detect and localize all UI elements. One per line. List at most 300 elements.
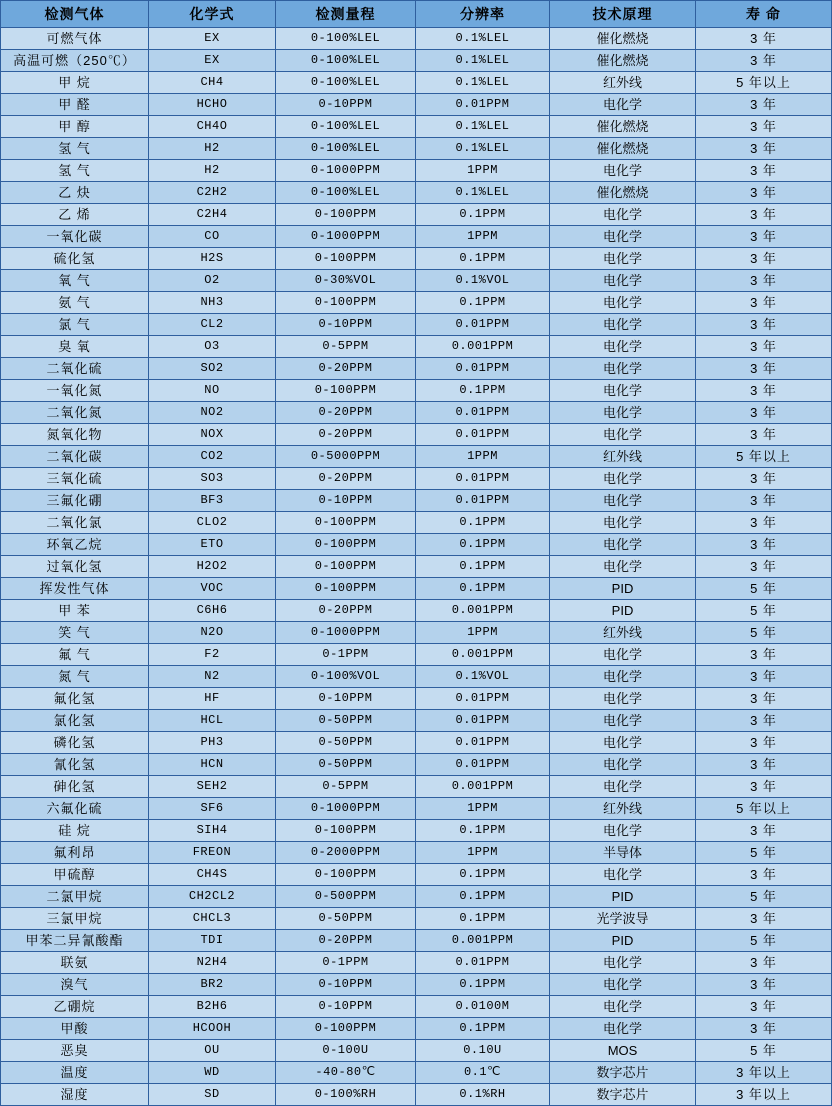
cell-gas-name: 溴气 (1, 974, 149, 996)
cell-principle: 催化燃烧 (550, 138, 696, 160)
cell-gas-name: 甲 苯 (1, 600, 149, 622)
cell-lifespan: 3 年以上 (696, 1084, 832, 1106)
cell-gas-name: 笑 气 (1, 622, 149, 644)
cell-resolution: 0.1%LEL (416, 116, 550, 138)
cell-range: 0-100%LEL (276, 116, 416, 138)
cell-gas-name: 甲 醇 (1, 116, 149, 138)
cell-lifespan: 3 年 (696, 380, 832, 402)
cell-gas-name: 氮氧化物 (1, 424, 149, 446)
header-row (1, 1, 832, 28)
cell-principle: 电化学 (550, 336, 696, 358)
cell-lifespan: 3 年 (696, 182, 832, 204)
cell-gas-name: 乙 炔 (1, 182, 149, 204)
cell-formula: PH3 (149, 732, 276, 754)
cell-range: 0-5PPM (276, 336, 416, 358)
cell-formula: NO2 (149, 402, 276, 424)
cell-principle: 电化学 (550, 820, 696, 842)
cell-resolution: 0.10U (416, 1040, 550, 1062)
cell-formula: CHCL3 (149, 908, 276, 930)
cell-resolution: 0.1℃ (416, 1062, 550, 1084)
cell-resolution: 0.1PPM (416, 380, 550, 402)
cell-range: 0-10PPM (276, 688, 416, 710)
cell-principle: 电化学 (550, 204, 696, 226)
cell-formula: EX (149, 50, 276, 72)
cell-principle: 催化燃烧 (550, 116, 696, 138)
cell-lifespan: 3 年 (696, 556, 832, 578)
cell-resolution: 0.01PPM (416, 314, 550, 336)
cell-formula: HCL (149, 710, 276, 732)
cell-lifespan: 3 年 (696, 512, 832, 534)
cell-range: 0-1PPM (276, 644, 416, 666)
cell-principle: PID (550, 886, 696, 908)
cell-formula: N2H4 (149, 952, 276, 974)
cell-formula: N2O (149, 622, 276, 644)
table-row (1, 974, 832, 996)
cell-lifespan: 3 年 (696, 358, 832, 380)
cell-range: 0-100PPM (276, 578, 416, 600)
table-row (1, 666, 832, 688)
cell-principle: 电化学 (550, 380, 696, 402)
cell-range: 0-1000PPM (276, 226, 416, 248)
cell-lifespan: 3 年 (696, 952, 832, 974)
cell-gas-name: 三氟化硼 (1, 490, 149, 512)
cell-principle: PID (550, 578, 696, 600)
cell-gas-name: 三氯甲烷 (1, 908, 149, 930)
cell-gas-name: 硫化氢 (1, 248, 149, 270)
cell-gas-name: 氰化氢 (1, 754, 149, 776)
table-row (1, 1084, 832, 1106)
cell-principle: 电化学 (550, 1018, 696, 1040)
cell-resolution: 0.01PPM (416, 94, 550, 116)
cell-lifespan: 3 年 (696, 974, 832, 996)
cell-formula: SO3 (149, 468, 276, 490)
cell-gas-name: 砷化氢 (1, 776, 149, 798)
cell-range: 0-100%LEL (276, 72, 416, 94)
cell-gas-name: 乙硼烷 (1, 996, 149, 1018)
cell-gas-name: 甲硫醇 (1, 864, 149, 886)
cell-resolution: 0.1PPM (416, 886, 550, 908)
cell-resolution: 0.1PPM (416, 974, 550, 996)
cell-formula: CLO2 (149, 512, 276, 534)
cell-lifespan: 3 年 (696, 776, 832, 798)
cell-range: 0-20PPM (276, 468, 416, 490)
cell-resolution: 0.001PPM (416, 600, 550, 622)
cell-gas-name: 二氧化氯 (1, 512, 149, 534)
cell-lifespan: 3 年 (696, 666, 832, 688)
cell-formula: C2H4 (149, 204, 276, 226)
cell-range: 0-50PPM (276, 732, 416, 754)
cell-formula: H2S (149, 248, 276, 270)
cell-range: 0-100PPM (276, 534, 416, 556)
table-body (1, 28, 832, 1106)
table-row (1, 710, 832, 732)
cell-principle: 数字芯片 (550, 1062, 696, 1084)
cell-gas-name: 挥发性气体 (1, 578, 149, 600)
cell-principle: 电化学 (550, 952, 696, 974)
cell-range: 0-100%LEL (276, 182, 416, 204)
table-row (1, 930, 832, 952)
table-row (1, 556, 832, 578)
cell-resolution: 1PPM (416, 226, 550, 248)
cell-range: 0-20PPM (276, 358, 416, 380)
cell-lifespan: 3 年 (696, 116, 832, 138)
cell-lifespan: 3 年 (696, 732, 832, 754)
cell-resolution: 0.01PPM (416, 468, 550, 490)
cell-gas-name: 联氨 (1, 952, 149, 974)
cell-resolution: 0.01PPM (416, 490, 550, 512)
cell-formula: CO2 (149, 446, 276, 468)
cell-principle: 电化学 (550, 512, 696, 534)
cell-lifespan: 3 年 (696, 864, 832, 886)
cell-resolution: 0.01PPM (416, 402, 550, 424)
cell-range: 0-50PPM (276, 710, 416, 732)
cell-lifespan: 3 年 (696, 28, 832, 50)
cell-resolution: 0.1%VOL (416, 666, 550, 688)
cell-resolution: 1PPM (416, 446, 550, 468)
cell-gas-name: 甲酸 (1, 1018, 149, 1040)
cell-formula: HCHO (149, 94, 276, 116)
table-row (1, 732, 832, 754)
cell-range: 0-1000PPM (276, 798, 416, 820)
cell-gas-name: 氨 气 (1, 292, 149, 314)
cell-lifespan: 5 年 (696, 930, 832, 952)
cell-principle: 电化学 (550, 556, 696, 578)
cell-range: 0-100%LEL (276, 50, 416, 72)
cell-resolution: 0.1%LEL (416, 72, 550, 94)
table-row (1, 688, 832, 710)
cell-lifespan: 3 年 (696, 534, 832, 556)
table-row (1, 446, 832, 468)
cell-resolution: 0.1PPM (416, 864, 550, 886)
cell-formula: SF6 (149, 798, 276, 820)
cell-formula: CH4 (149, 72, 276, 94)
table-row (1, 1018, 832, 1040)
cell-resolution: 0.1PPM (416, 1018, 550, 1040)
cell-range: 0-5PPM (276, 776, 416, 798)
cell-formula: HCN (149, 754, 276, 776)
cell-formula: HF (149, 688, 276, 710)
cell-range: 0-1PPM (276, 952, 416, 974)
cell-range: 0-100PPM (276, 248, 416, 270)
cell-formula: BR2 (149, 974, 276, 996)
cell-formula: O3 (149, 336, 276, 358)
cell-resolution: 0.1%LEL (416, 182, 550, 204)
cell-range: 0-10PPM (276, 974, 416, 996)
cell-principle: 电化学 (550, 292, 696, 314)
cell-lifespan: 5 年 (696, 600, 832, 622)
cell-lifespan: 3 年 (696, 644, 832, 666)
cell-formula: SO2 (149, 358, 276, 380)
table-row (1, 952, 832, 974)
cell-resolution: 0.1%LEL (416, 28, 550, 50)
table-row (1, 402, 832, 424)
cell-formula: CO (149, 226, 276, 248)
cell-principle: 催化燃烧 (550, 50, 696, 72)
cell-resolution: 1PPM (416, 842, 550, 864)
cell-gas-name: 氢 气 (1, 160, 149, 182)
cell-resolution: 0.1%VOL (416, 270, 550, 292)
cell-formula: F2 (149, 644, 276, 666)
cell-lifespan: 3 年 (696, 292, 832, 314)
cell-range: 0-100PPM (276, 512, 416, 534)
cell-gas-name: 湿度 (1, 1084, 149, 1106)
cell-gas-name: 氯化氢 (1, 710, 149, 732)
cell-range: 0-5000PPM (276, 446, 416, 468)
cell-formula: OU (149, 1040, 276, 1062)
cell-range: 0-50PPM (276, 908, 416, 930)
cell-formula: C2H2 (149, 182, 276, 204)
table-row (1, 138, 832, 160)
cell-principle: MOS (550, 1040, 696, 1062)
cell-resolution: 0.1%LEL (416, 138, 550, 160)
cell-gas-name: 恶臭 (1, 1040, 149, 1062)
cell-resolution: 0.1PPM (416, 248, 550, 270)
table-header (1, 1, 832, 28)
cell-formula: H2 (149, 160, 276, 182)
cell-range: 0-2000PPM (276, 842, 416, 864)
cell-gas-name: 氮 气 (1, 666, 149, 688)
cell-formula: NO (149, 380, 276, 402)
cell-gas-name: 三氧化硫 (1, 468, 149, 490)
cell-principle: 电化学 (550, 270, 696, 292)
cell-gas-name: 臭 氧 (1, 336, 149, 358)
cell-resolution: 1PPM (416, 798, 550, 820)
table-row (1, 512, 832, 534)
table-row (1, 842, 832, 864)
cell-gas-name: 氟 气 (1, 644, 149, 666)
cell-principle: 电化学 (550, 644, 696, 666)
cell-resolution: 0.001PPM (416, 644, 550, 666)
cell-range: -40-80℃ (276, 1062, 416, 1084)
cell-principle: 电化学 (550, 160, 696, 182)
cell-gas-name: 可燃气体 (1, 28, 149, 50)
cell-resolution: 0.1PPM (416, 292, 550, 314)
cell-principle: 催化燃烧 (550, 182, 696, 204)
table-row (1, 578, 832, 600)
cell-range: 0-20PPM (276, 402, 416, 424)
cell-range: 0-20PPM (276, 600, 416, 622)
cell-range: 0-30%VOL (276, 270, 416, 292)
cell-principle: 催化燃烧 (550, 28, 696, 50)
cell-lifespan: 5 年 (696, 1040, 832, 1062)
cell-formula: CH4O (149, 116, 276, 138)
cell-formula: CH4S (149, 864, 276, 886)
cell-gas-name: 二氯甲烷 (1, 886, 149, 908)
cell-principle: 电化学 (550, 226, 696, 248)
table-row (1, 50, 832, 72)
cell-formula: TDI (149, 930, 276, 952)
table-row (1, 380, 832, 402)
cell-formula: WD (149, 1062, 276, 1084)
cell-gas-name: 二氧化碳 (1, 446, 149, 468)
cell-principle: 电化学 (550, 94, 696, 116)
cell-gas-name: 二氧化硫 (1, 358, 149, 380)
table-row (1, 908, 832, 930)
table-row (1, 1040, 832, 1062)
cell-range: 0-100%RH (276, 1084, 416, 1106)
cell-formula: H2O2 (149, 556, 276, 578)
cell-formula: CL2 (149, 314, 276, 336)
cell-gas-name: 温度 (1, 1062, 149, 1084)
table-row (1, 72, 832, 94)
cell-lifespan: 3 年 (696, 424, 832, 446)
cell-range: 0-10PPM (276, 94, 416, 116)
cell-range: 0-50PPM (276, 754, 416, 776)
cell-formula: VOC (149, 578, 276, 600)
cell-principle: 电化学 (550, 688, 696, 710)
table-row (1, 996, 832, 1018)
table-row (1, 600, 832, 622)
cell-lifespan: 3 年 (696, 688, 832, 710)
cell-lifespan: 3 年 (696, 1018, 832, 1040)
cell-principle: 电化学 (550, 776, 696, 798)
cell-lifespan: 3 年 (696, 754, 832, 776)
cell-resolution: 1PPM (416, 622, 550, 644)
cell-resolution: 0.1PPM (416, 820, 550, 842)
cell-principle: 电化学 (550, 468, 696, 490)
cell-formula: BF3 (149, 490, 276, 512)
cell-lifespan: 5 年以上 (696, 798, 832, 820)
table-row (1, 798, 832, 820)
cell-principle: 电化学 (550, 710, 696, 732)
cell-range: 0-100PPM (276, 204, 416, 226)
table-row (1, 314, 832, 336)
cell-range: 0-100U (276, 1040, 416, 1062)
cell-formula: NH3 (149, 292, 276, 314)
table-row (1, 292, 832, 314)
cell-principle: PID (550, 600, 696, 622)
table-row (1, 336, 832, 358)
table-row (1, 864, 832, 886)
table-row (1, 490, 832, 512)
cell-range: 0-10PPM (276, 490, 416, 512)
cell-lifespan: 3 年 (696, 226, 832, 248)
cell-range: 0-100PPM (276, 1018, 416, 1040)
cell-formula: SD (149, 1084, 276, 1106)
cell-range: 0-100%LEL (276, 138, 416, 160)
cell-lifespan: 3 年 (696, 204, 832, 226)
cell-lifespan: 3 年 (696, 490, 832, 512)
cell-range: 0-20PPM (276, 424, 416, 446)
cell-lifespan: 3 年 (696, 94, 832, 116)
cell-resolution: 0.1PPM (416, 908, 550, 930)
column-header-principle: 技术原理 (550, 1, 696, 28)
cell-gas-name: 磷化氢 (1, 732, 149, 754)
cell-range: 0-100%VOL (276, 666, 416, 688)
cell-lifespan: 5 年以上 (696, 446, 832, 468)
cell-resolution: 0.1PPM (416, 578, 550, 600)
column-header-lifespan: 寿 命 (696, 1, 832, 28)
table-row (1, 820, 832, 842)
cell-resolution: 0.1PPM (416, 204, 550, 226)
cell-gas-name: 环氧乙烷 (1, 534, 149, 556)
cell-lifespan: 3 年 (696, 468, 832, 490)
cell-range: 0-100%LEL (276, 28, 416, 50)
cell-resolution: 0.01PPM (416, 754, 550, 776)
cell-resolution: 0.01PPM (416, 952, 550, 974)
cell-resolution: 0.01PPM (416, 710, 550, 732)
cell-resolution: 1PPM (416, 160, 550, 182)
cell-resolution: 0.1PPM (416, 556, 550, 578)
cell-formula: B2H6 (149, 996, 276, 1018)
cell-formula: ETO (149, 534, 276, 556)
table-row (1, 182, 832, 204)
cell-principle: 数字芯片 (550, 1084, 696, 1106)
cell-lifespan: 5 年 (696, 622, 832, 644)
cell-principle: 电化学 (550, 666, 696, 688)
cell-formula: SEH2 (149, 776, 276, 798)
cell-formula: C6H6 (149, 600, 276, 622)
column-header-gas: 检测气体 (1, 1, 149, 28)
cell-range: 0-100PPM (276, 864, 416, 886)
cell-formula: HCOOH (149, 1018, 276, 1040)
cell-lifespan: 5 年 (696, 842, 832, 864)
cell-formula: O2 (149, 270, 276, 292)
cell-range: 0-1000PPM (276, 160, 416, 182)
cell-lifespan: 3 年 (696, 314, 832, 336)
cell-formula: CH2CL2 (149, 886, 276, 908)
cell-principle: 电化学 (550, 974, 696, 996)
cell-gas-name: 过氧化氢 (1, 556, 149, 578)
cell-gas-name: 一氧化氮 (1, 380, 149, 402)
cell-principle: 电化学 (550, 402, 696, 424)
cell-gas-name: 二氧化氮 (1, 402, 149, 424)
cell-principle: 电化学 (550, 732, 696, 754)
cell-principle: 光学波导 (550, 908, 696, 930)
table-row (1, 534, 832, 556)
table-row (1, 776, 832, 798)
cell-principle: 电化学 (550, 314, 696, 336)
table-row (1, 116, 832, 138)
cell-gas-name: 氟化氢 (1, 688, 149, 710)
cell-resolution: 0.1%RH (416, 1084, 550, 1106)
cell-resolution: 0.0100M (416, 996, 550, 1018)
cell-lifespan: 3 年 (696, 336, 832, 358)
cell-gas-name: 六氟化硫 (1, 798, 149, 820)
cell-principle: 电化学 (550, 534, 696, 556)
cell-gas-name: 氧 气 (1, 270, 149, 292)
cell-formula: FREON (149, 842, 276, 864)
table-row (1, 622, 832, 644)
cell-lifespan: 5 年以上 (696, 72, 832, 94)
column-header-formula: 化学式 (149, 1, 276, 28)
cell-principle: 电化学 (550, 358, 696, 380)
cell-lifespan: 3 年 (696, 270, 832, 292)
cell-lifespan: 5 年 (696, 578, 832, 600)
cell-formula: EX (149, 28, 276, 50)
cell-principle: 电化学 (550, 248, 696, 270)
table-row (1, 468, 832, 490)
cell-resolution: 0.001PPM (416, 930, 550, 952)
cell-formula: SIH4 (149, 820, 276, 842)
cell-lifespan: 3 年 (696, 138, 832, 160)
cell-lifespan: 3 年 (696, 50, 832, 72)
cell-formula: NOX (149, 424, 276, 446)
table-row (1, 270, 832, 292)
cell-resolution: 0.01PPM (416, 424, 550, 446)
cell-gas-name: 甲 烷 (1, 72, 149, 94)
cell-principle: PID (550, 930, 696, 952)
cell-lifespan: 3 年 (696, 248, 832, 270)
table-row (1, 644, 832, 666)
cell-resolution: 0.001PPM (416, 336, 550, 358)
table-row (1, 248, 832, 270)
table-row (1, 1062, 832, 1084)
cell-gas-name: 硅 烷 (1, 820, 149, 842)
cell-range: 0-100PPM (276, 380, 416, 402)
cell-lifespan: 3 年以上 (696, 1062, 832, 1084)
table-row (1, 424, 832, 446)
